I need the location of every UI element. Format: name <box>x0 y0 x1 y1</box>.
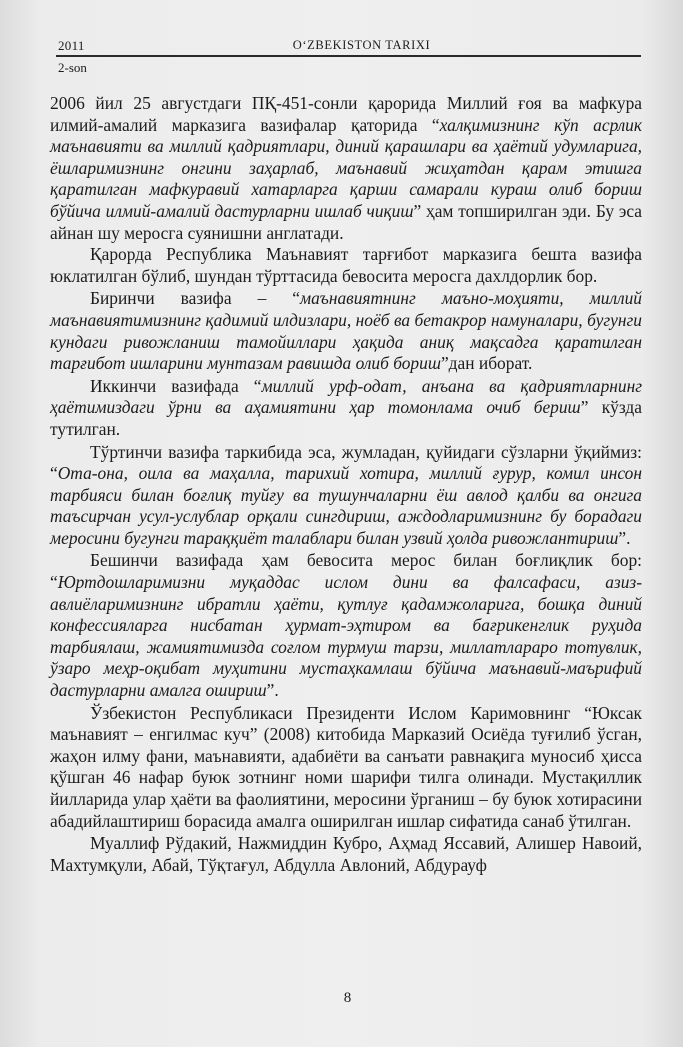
paragraph-5 <box>50 442 642 550</box>
paragraph-3-quote: маънавиятнинг маъно-моҳияти, миллий маънавиятимизнинг қадимий илдизлари, ноёб ва бетакрор намуналари, бугунги кундаги ривожланиш тамойиллари ҳақида аниқ мақсадга қаратилган тарғибот ишларини мунтазам равишда олиб бориш <box>50 288 643 374</box>
header-issue: 2-son <box>58 60 87 75</box>
paragraph-4-tail: ” кўзда тутилган. <box>50 397 642 439</box>
paragraph-5-quote: Ота-она, оила ва маҳалла, тарихий хотира, миллий ғурур, комил инсон тарбияси билан боғлиқ туйғу ва тушунчаларни ёш авлод қалби ва онгига таъсирчан усул-услублар орқали сингдириш, аждодларимизнинг бу борадаги меросини бугунги тараққиёт талаблари билан узвий ҳолда ривожлантириш <box>50 463 642 548</box>
header-year: 2011 <box>58 38 85 53</box>
paragraph-8 <box>50 833 642 876</box>
paragraph-7 <box>50 703 642 833</box>
paragraph-1-text: 2006 йил 25 августдаги ПҚ-451-сонли қарорида Миллий ғоя ва мафкура илмий-амалий марказига вазифалар қаторида “ <box>50 93 642 135</box>
paragraph-6 <box>50 550 642 701</box>
paragraph-8-text: Муаллиф Рўдакий, Нажмиддин Кубро, Аҳмад Яссавий, Алишер Навоий, Махтумқули, Абай, Тўқтағул, Абдулла Авлоний, Абдурауф <box>50 833 642 875</box>
paragraph-3 <box>50 288 642 374</box>
paragraph-2-text: Қарорда Республика Маънавият тарғибот марказига бешта вазифа юклатилган бўлиб, шундан тўрттасида бевосита меросга дахлдорлик бор. <box>50 244 642 286</box>
paragraph-2 <box>50 244 642 287</box>
paragraph-1-quote: халқимизнинг кўп асрлик маънавияти ва миллий қадриятлари, диний қарашлари ва ҳаётий удумларига, ёшларимизнинг онгини заҳарлаб, маънавий жиҳатдан қарам этишга қаратилган мафкуравий хатарларга қарши самарали кураш олиб бориш бўйича илмий-амалий дастурларни ишлаб чиқиш <box>50 114 643 221</box>
paragraph-7-text: Ўзбекистон Республикаси Президенти Ислом Каримовнинг “Юксак маънавият – енгилмас куч” (2008) китобида Марказий Осиёда туғилиб ўсган, жаҳон илму фани, маънавияти, адабиёти ва санъати равнақига муносиб ҳисса қўшган 46 нафар буюк зотнинг номи шарифи тилга олинади. Мустақиллик йилларида улар ҳаёти ва фаолиятини, меросини ўрганиш – бу буюк хотирасини абадийлаштириш борасида амалга оширилган ишлар сифатида санаб ўтилган. <box>50 702 642 831</box>
paragraph-5-text: Тўртинчи вазифа таркибида эса, жумладан, қуйидаги сўзларни ўқиймиз: “ <box>50 441 642 484</box>
paragraph-3-text: Биринчи вазифа – “ <box>90 288 301 309</box>
paragraph-1 <box>50 93 642 244</box>
header-rule <box>56 55 641 57</box>
paragraph-6-text: Бешинчи вазифада ҳам бевосита мерос билан боғлиқлик бор: “ <box>50 550 642 593</box>
paragraph-3-tail: ”дан иборат. <box>440 353 533 374</box>
paragraph-5-tail: ”. <box>618 527 631 548</box>
paragraph-4-text: Иккинчи вазифада “ <box>90 375 262 396</box>
paragraph-6-quote: Юртдошларимизни муқаддас ислом дини ва фалсафаси, азиз-авлиёларимизнинг ибратли ҳаёти, қутлуғ қадамжоларига, бошқа диний конфессияларга нисбатан ҳурмат-эҳтиром ва бағрикенглик руҳида тарбиялаш, жамиятимизда соғлом турмуш тарзи, миллатлараро тотувлик, ўзаро меҳр-оқибат муҳитини мустаҳкамлаш бўйича маънавий-маърифий дастурларни амалга ошириш <box>50 572 642 701</box>
article-body <box>50 93 642 876</box>
paragraph-4 <box>50 376 642 441</box>
paragraph-4-quote: миллий урф-одат, анъана ва қадриятларнинг ҳаётимиздаги ўрни ва аҳамиятини ҳар томонлама очиб бериш <box>50 375 642 418</box>
header-journal-title: O‘ZBEKISTON TARIXI <box>292 38 431 52</box>
paragraph-6-tail: ”. <box>266 680 279 701</box>
paragraph-1-tail: ” ҳам топширилган эди. Бу эса айнан шу меросга суянишни англатади. <box>50 200 642 243</box>
page-number: 8 <box>343 990 352 1006</box>
